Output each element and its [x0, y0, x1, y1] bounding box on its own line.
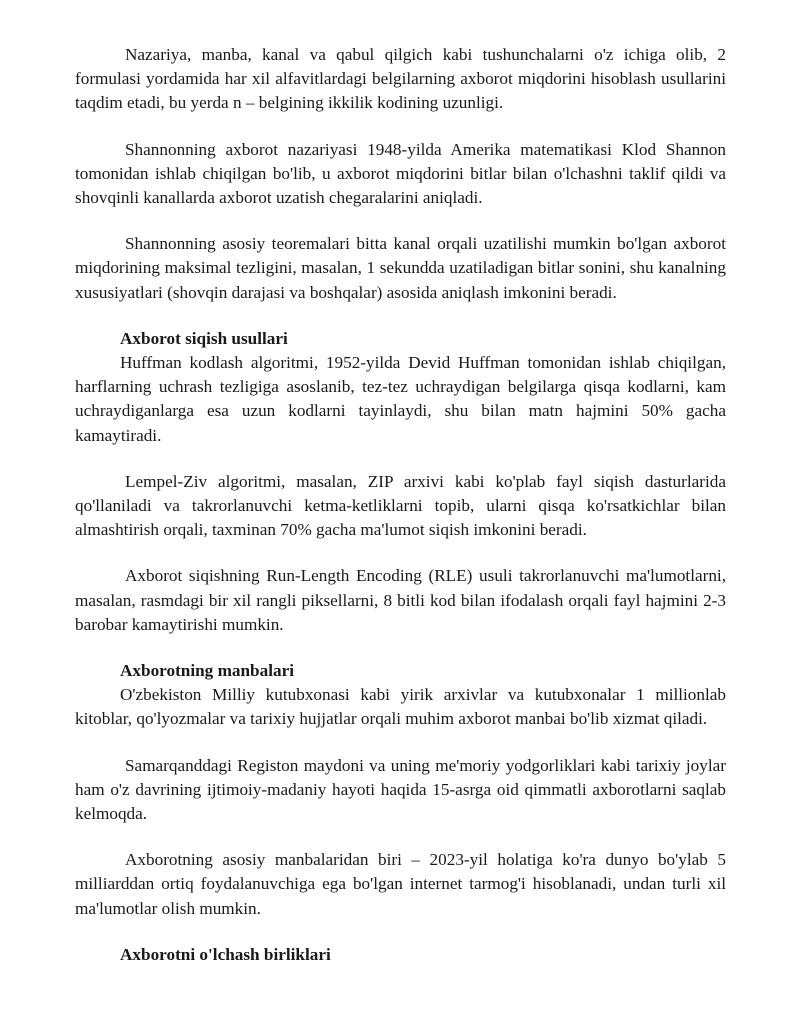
paragraph-sources-1: O'zbekiston Milliy kutubxonasi kabi yirik arxivlar va kutubxonalar 1 millionlab kitoblar, qo'lyozmalar va tarixiy hujjatlar orqali muhim axborot manbai bo'lib xizmat qiladi. — [75, 685, 726, 729]
paragraph-intro-2: Shannonning axborot nazariyasi 1948-yilda Amerika matematikasi Klod Shannon tomonidan ishlab chiqilgan bo'lib, u axborot miqdorini bitlar bilan o'lchashni taklif qildi va shovqinli kanallarda axborot uzatish chegaralarini aniqladi. — [75, 139, 726, 208]
section-heading-sources: Axborotning manbalari — [120, 661, 294, 681]
paragraph-compression-2: Lempel-Ziv algoritmi, masalan, ZIP arxivi kabi ko'plab fayl siqish dasturlarida qo'llaniladi va takrorlanuvchi ketma-ketliklarni topib, ularni qisqa ko'rsatkichlar bilan almashtirish orqali, taxminan 70% gacha ma'lumot siqish imkonini beradi. — [75, 471, 726, 540]
paragraph-compression-3: Axborot siqishning Run-Length Encoding (RLE) usuli takrorlanuvchi ma'lumotlarni, masalan, rasmdagi bir xil rangli piksellarni, 8 bitli kod bilan ifodalash orqali fayl hajmini 2-3 barobar kamaytirishi mumkin. — [75, 566, 726, 634]
paragraph-sources-2: Samarqanddagi Registon maydoni va uning me'moriy yodgorliklari kabi tarixiy joylar ham o'z davrining ijtimoiy-madaniy hayoti haqida 15-asrga oid qimmatli axborotlarni saqlab kelmoqda. — [75, 755, 726, 824]
paragraph-intro-3: Shannonning asosiy teoremalari bitta kanal orqali uzatilishi mumkin bo'lgan axborot miqdorining maksimal tezligini, masalan, 1 sekundda uzatiladigan bitlar sonini, shu kanalning xususiyatlari (shovqin darajasi va boshqalar) asosida aniqlash imkonini beradi. — [75, 234, 726, 302]
paragraph-intro-1: Nazariya, manba, kanal va qabul qilgich kabi tushunchalarni o'z ichiga olib, 2 formulasi yordamida har xil alfavitlardagi belgilarning axborot miqdorini hisoblash usullarini taqdim etadi, bu yerda n – belgining ikkilik kodining uzunligi. — [75, 45, 726, 113]
section-heading-compression: Axborot siqish usullari — [120, 328, 288, 348]
document-page — [75, 43, 726, 967]
paragraph-sources-3: Axborotning asosiy manbalaridan biri – 2023-yil holatiga ko'ra dunyo bo'ylab 5 milliarddan ortiq foydalanuvchiga ega bo'lgan internet tarmog'i hisoblanadi, undan turli xil ma'lumotlar olish mumkin. — [75, 850, 726, 918]
paragraph-compression-1: Huffman kodlash algoritmi, 1952-yilda Devid Huffman tomonidan ishlab chiqilgan, harflarning uchrash tezligiga asoslanib, tez-tez uchraydigan belgilarga qisqa kodlarni, kam uchraydiganlarga esa uzun kodlarni tayinlaydi, shu bilan matn hajmini 50% gacha kamaytiradi. — [75, 353, 726, 445]
section-heading-units: Axborotni o'lchash birliklari — [120, 944, 331, 964]
